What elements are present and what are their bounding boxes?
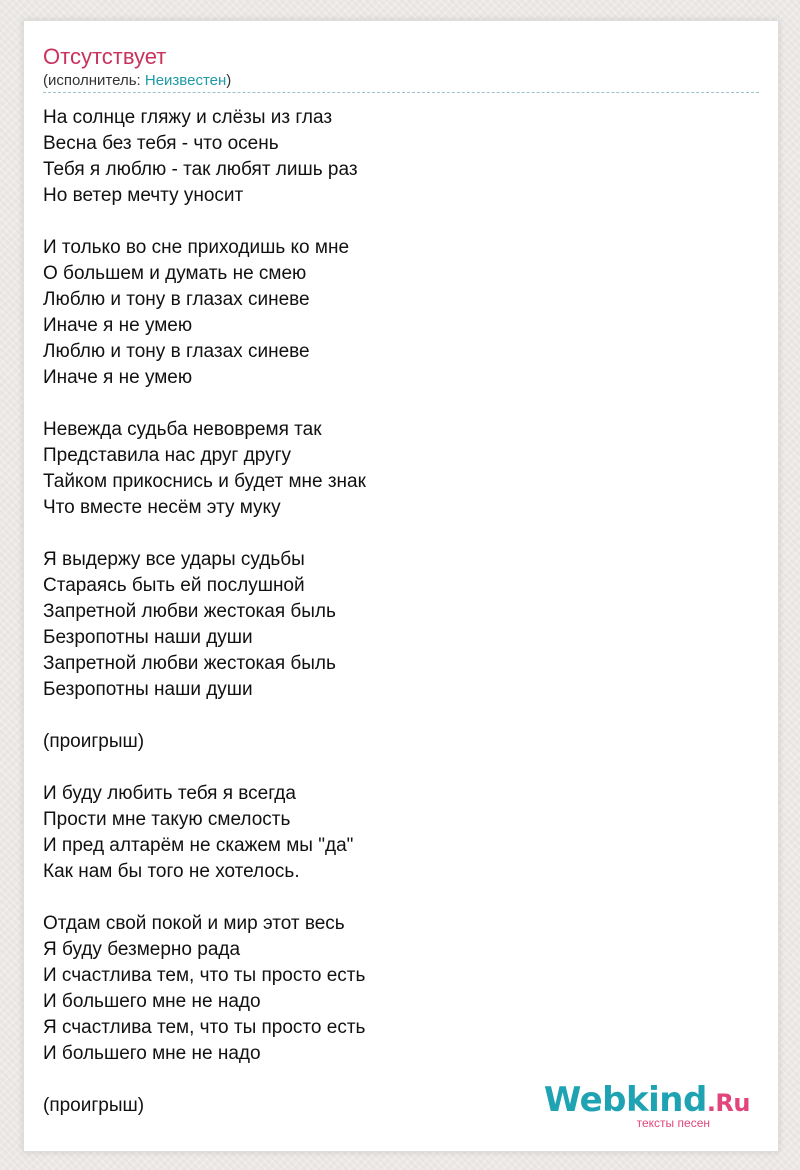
lyric-line: Я буду безмерно рада [43,939,241,960]
lyrics-text [43,105,763,1119]
lyric-line: Весна без тебя - что осень [43,133,279,154]
lyric-line: Запретной любви жестокая быль [43,601,336,622]
lyric-line: Стараясь быть ей послушной [43,575,305,596]
logo-domain-text: .Ru [706,1089,750,1117]
lyric-line: И большего мне не надо [43,1043,261,1064]
song-title: Отсутствует [43,44,167,69]
song-header [43,43,759,93]
lyric-line: И большего мне не надо [43,991,261,1012]
lyric-line: И счастлива тем, что ты просто есть [43,965,366,986]
lyric-line: Прости мне такую смелость [43,809,291,830]
lyric-line: Безропотны наши души [43,627,253,648]
lyric-line: Невежда судьба невовремя так [43,419,322,440]
lyric-line: Иначе я не умею [43,315,193,336]
lyric-line: (проигрыш) [43,1095,145,1116]
artist-prefix: (исполнитель: [43,72,145,89]
lyric-line: Я выдержу все удары судьбы [43,549,305,570]
stanza-gap [43,885,763,911]
lyric-line: Тебя я люблю - так любят лишь раз [43,159,358,180]
logo-main-text: Webkind [543,1080,707,1120]
stanza-gap [43,391,763,417]
logo-wordmark [543,1080,750,1120]
stanza-gap [43,703,763,729]
lyric-line: Безропотны наши души [43,679,253,700]
lyrics-card [23,20,779,1152]
site-logo[interactable] [543,1080,750,1130]
lyric-line: И пред алтарём не скажем мы "да" [43,835,354,856]
lyric-line: Как нам бы того не хотелось. [43,861,300,882]
stanza-gap [43,209,763,235]
lyric-line: Я счастлива тем, что ты просто есть [43,1017,366,1038]
artist-link[interactable]: Неизвестен [144,72,227,89]
lyric-line: Представила нас друг другу [43,445,292,466]
lyric-line: (проигрыш) [43,731,145,752]
lyric-line: Что вместе несём эту муку [43,497,281,518]
artist-line [43,71,759,93]
lyric-line: На солнце гляжу и слёзы из глаз [43,107,333,128]
stanza-gap [43,755,763,781]
lyric-line: И только во сне приходишь ко мне [43,237,350,258]
lyric-line: И буду любить тебя я всегда [43,783,296,804]
lyric-line: Тайком прикоснись и будет мне знак [43,471,366,492]
lyric-line: О большем и думать не смею [43,263,307,284]
lyric-line: Но ветер мечту уносит [43,185,244,206]
lyric-line: Люблю и тону в глазах синеве [43,289,310,310]
lyric-line: Отдам свой покой и мир этот весь [43,913,345,934]
artist-suffix: ) [226,72,232,89]
lyric-line: Запретной любви жестокая быль [43,653,336,674]
stanza-gap [43,521,763,547]
lyric-line: Люблю и тону в глазах синеве [43,341,310,362]
logo-tagline: тексты песен [636,1116,710,1130]
lyric-line: Иначе я не умею [43,367,193,388]
